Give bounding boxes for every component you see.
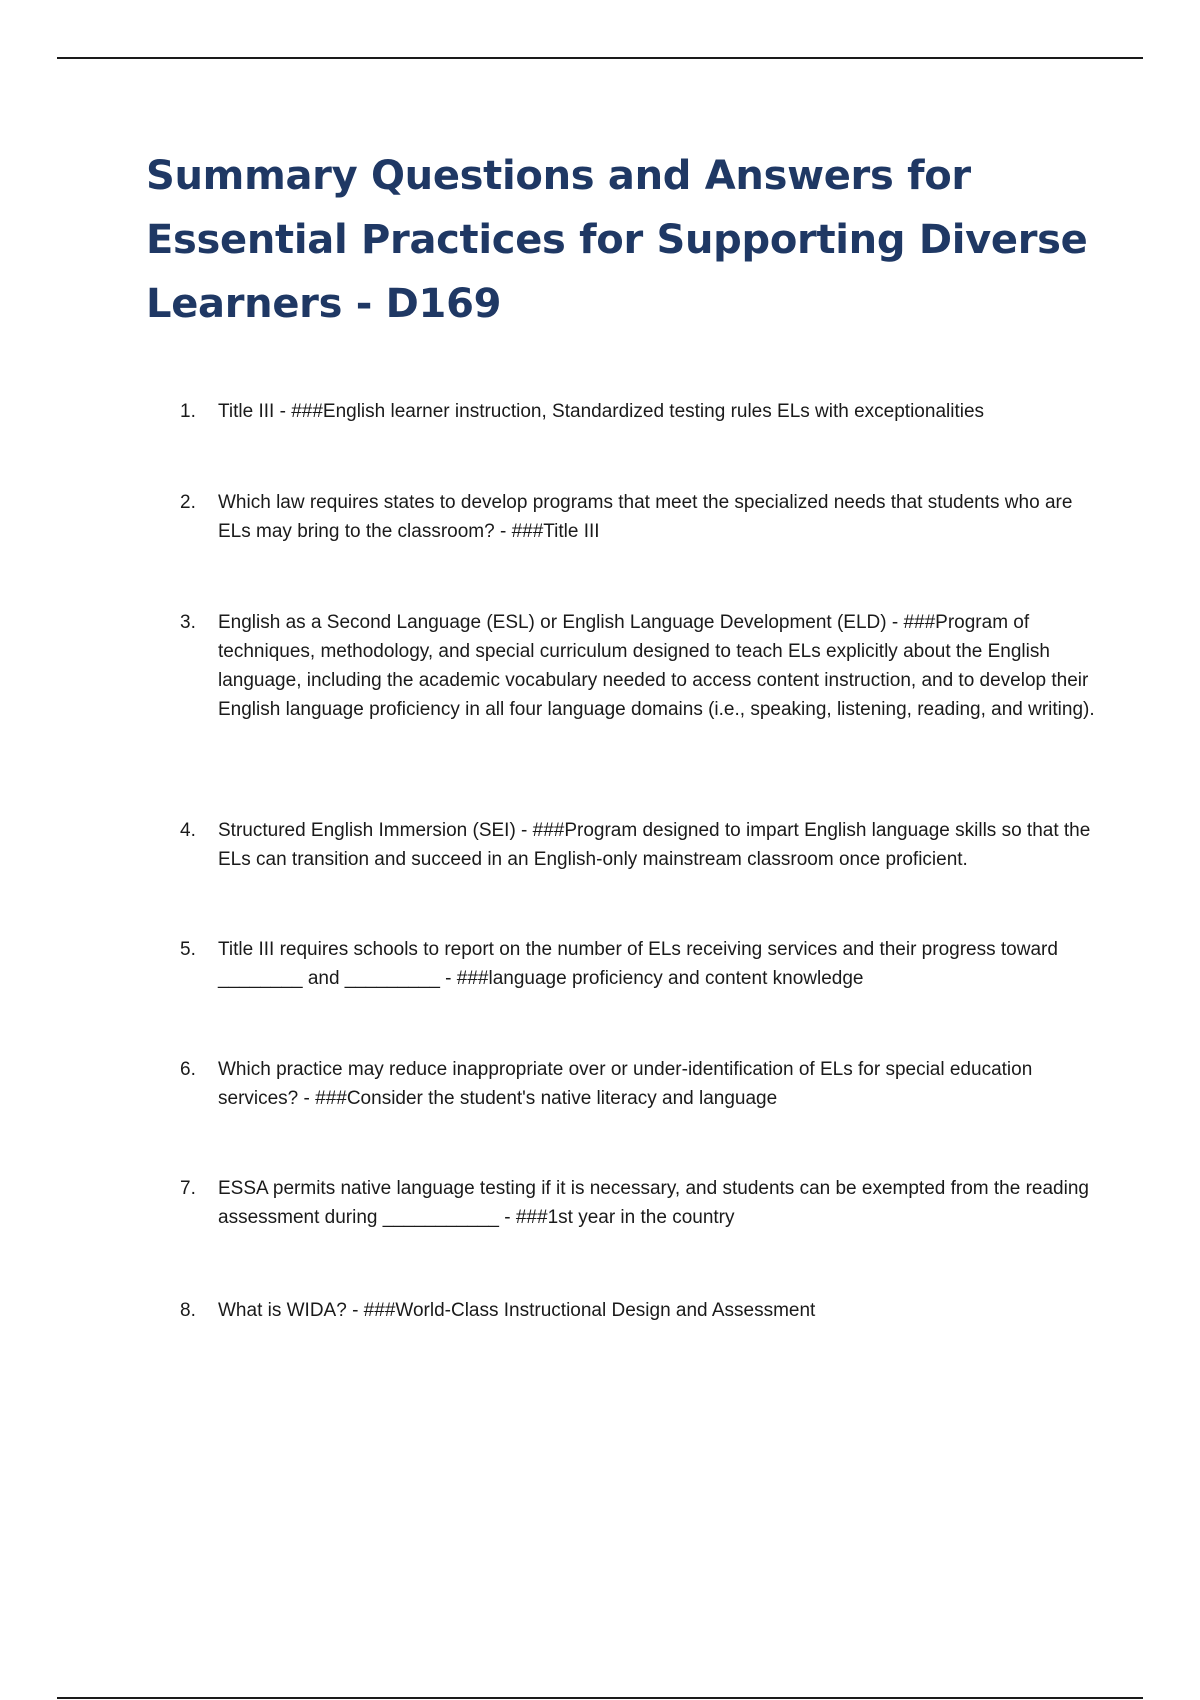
item-number: 8. [180,1300,196,1321]
item-text: Which law requires states to develop programs that meet the specialized needs that students who are ELs may bring to the classroom? - ###Title III [218,492,1073,542]
item-number: 5. [180,939,196,960]
top-rule [57,57,1143,59]
bottom-rule [57,1697,1143,1699]
item-number: 4. [180,820,196,841]
page-title: Summary Questions and Answers for Essential Practices for Supporting Diverse Learners - D169 [146,153,1088,327]
item-number: 2. [180,492,196,513]
item-text: Title III requires schools to report on the number of ELs receiving services and their progress toward ________ and _________ - ###language proficiency and content knowledge [218,939,1058,989]
item-number: 1. [180,401,196,422]
item-number: 7. [180,1178,196,1199]
item-number: 6. [180,1059,196,1080]
item-text: English as a Second Language (ESL) or English Language Development (ELD) - ###Program of techniques, methodology, and special curriculum designed to teach ELs explicitly about the English language, including the academic vocabulary needed to access content instruction, and to develop their English language proficiency in all four language domains (i.e., speaking, listening, reading, and writing). [218,612,1095,720]
item-text: What is WIDA? - ###World-Class Instructional Design and Assessment [218,1300,816,1321]
item-text: Structured English Immersion (SEI) - ###Program designed to impart English language skills so that the ELs can transition and succeed in an English-only mainstream classroom once proficient. [218,820,1091,870]
item-number: 3. [180,612,196,633]
item-text: Which practice may reduce inappropriate over or under-identification of ELs for special education services? - ###Consider the student's native literacy and language [218,1059,1033,1109]
item-text: ESSA permits native language testing if it is necessary, and students can be exempted from the reading assessment during ___________ - ###1st year in the country [218,1178,1089,1228]
item-text: Title III - ###English learner instruction, Standardized testing rules ELs with exceptionalities [218,401,985,422]
